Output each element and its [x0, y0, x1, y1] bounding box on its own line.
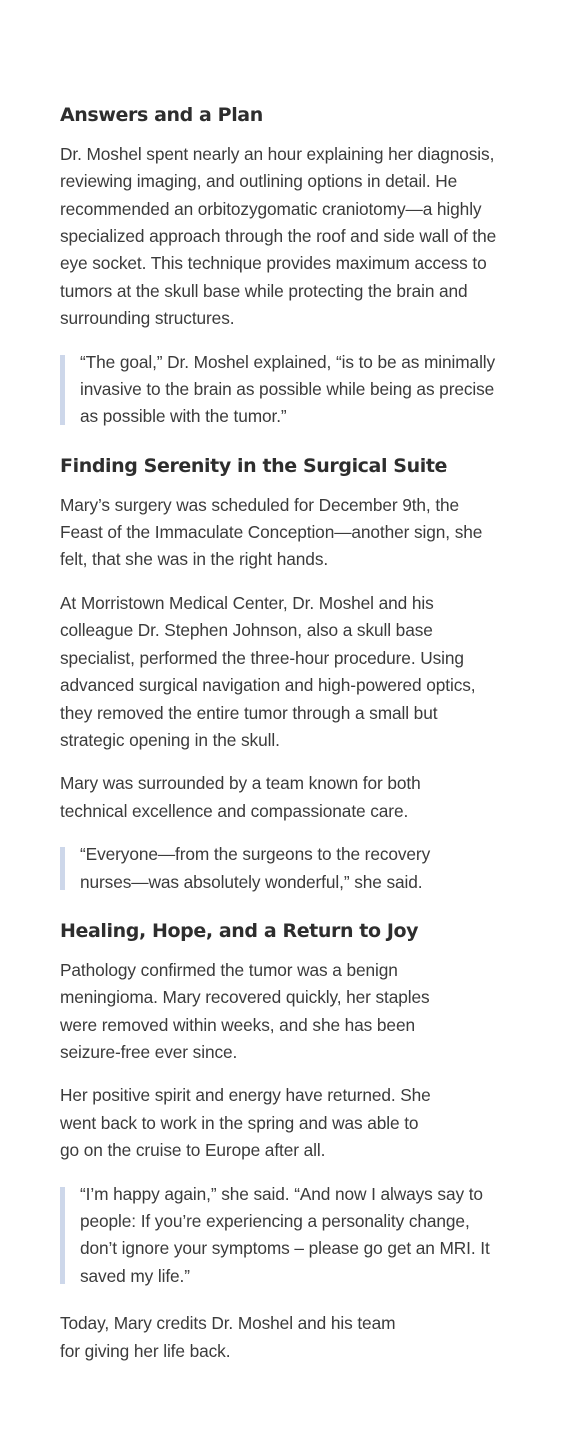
article-body [60, 104, 522, 1381]
quote-bar [60, 355, 65, 425]
pull-quote [60, 349, 522, 431]
quote-text: “Everyone—from the surgeons to the recovery nurses—was absolutely wonderful,” she said. [80, 844, 431, 892]
paragraph: At Morristown Medical Center, Dr. Moshel and his colleague Dr. Stephen Johnson, also a skull base specialist, performed the three-hour procedure. Using advanced surgical navigation and high-powered optics, they removed the entire tumor through a small but strategic opening in the skull. [60, 592, 476, 750]
paragraph: Her positive spirit and energy have returned. She went back to work in the spring and was able to go on the cruise to Europe after all. [60, 1085, 431, 1161]
section-heading-serenity: Finding Serenity in the Surgical Suite [60, 454, 447, 477]
quote-bar [60, 847, 65, 890]
section-heading-answers: Answers and a Plan [60, 104, 263, 126]
paragraph: Dr. Moshel spent nearly an hour explaining her diagnosis, reviewing imaging, and outlining options in detail. He recommended an orbitozygomatic craniotomy—a highly specialized approach through the roof and side wall of the eye socket. This technique provides maximum access to tumors at the skull base while protecting the brain and surrounding structures. [60, 143, 497, 329]
paragraph: Mary’s surgery was scheduled for December 9th, the Feast of the Immaculate Conception—another sign, she felt, that she was in the right hands. [60, 494, 483, 570]
section-heading-healing: Healing, Hope, and a Return to Joy [60, 919, 419, 942]
pull-quote [60, 1181, 522, 1291]
paragraph: Today, Mary credits Dr. Moshel and his team for giving her life back. [60, 1313, 396, 1361]
quote-text: “The goal,” Dr. Moshel explained, “is to be as minimally invasive to the brain as possible while being as precise as possible with the tumor.” [80, 351, 496, 427]
quote-text: “I’m happy again,” she said. “And now I always say to people: If you’re experiencing a personality change, don’t ignore your symptoms – please go get an MRI. It saved my life.” [80, 1183, 490, 1286]
paragraph: Mary was surrounded by a team known for both technical excellence and compassionate care. [60, 773, 421, 821]
pull-quote [60, 841, 522, 896]
paragraph: Pathology confirmed the tumor was a benign meningioma. Mary recovered quickly, her staples were removed within weeks, and she has been seizure-free ever since. [60, 959, 430, 1062]
quote-bar [60, 1187, 65, 1285]
